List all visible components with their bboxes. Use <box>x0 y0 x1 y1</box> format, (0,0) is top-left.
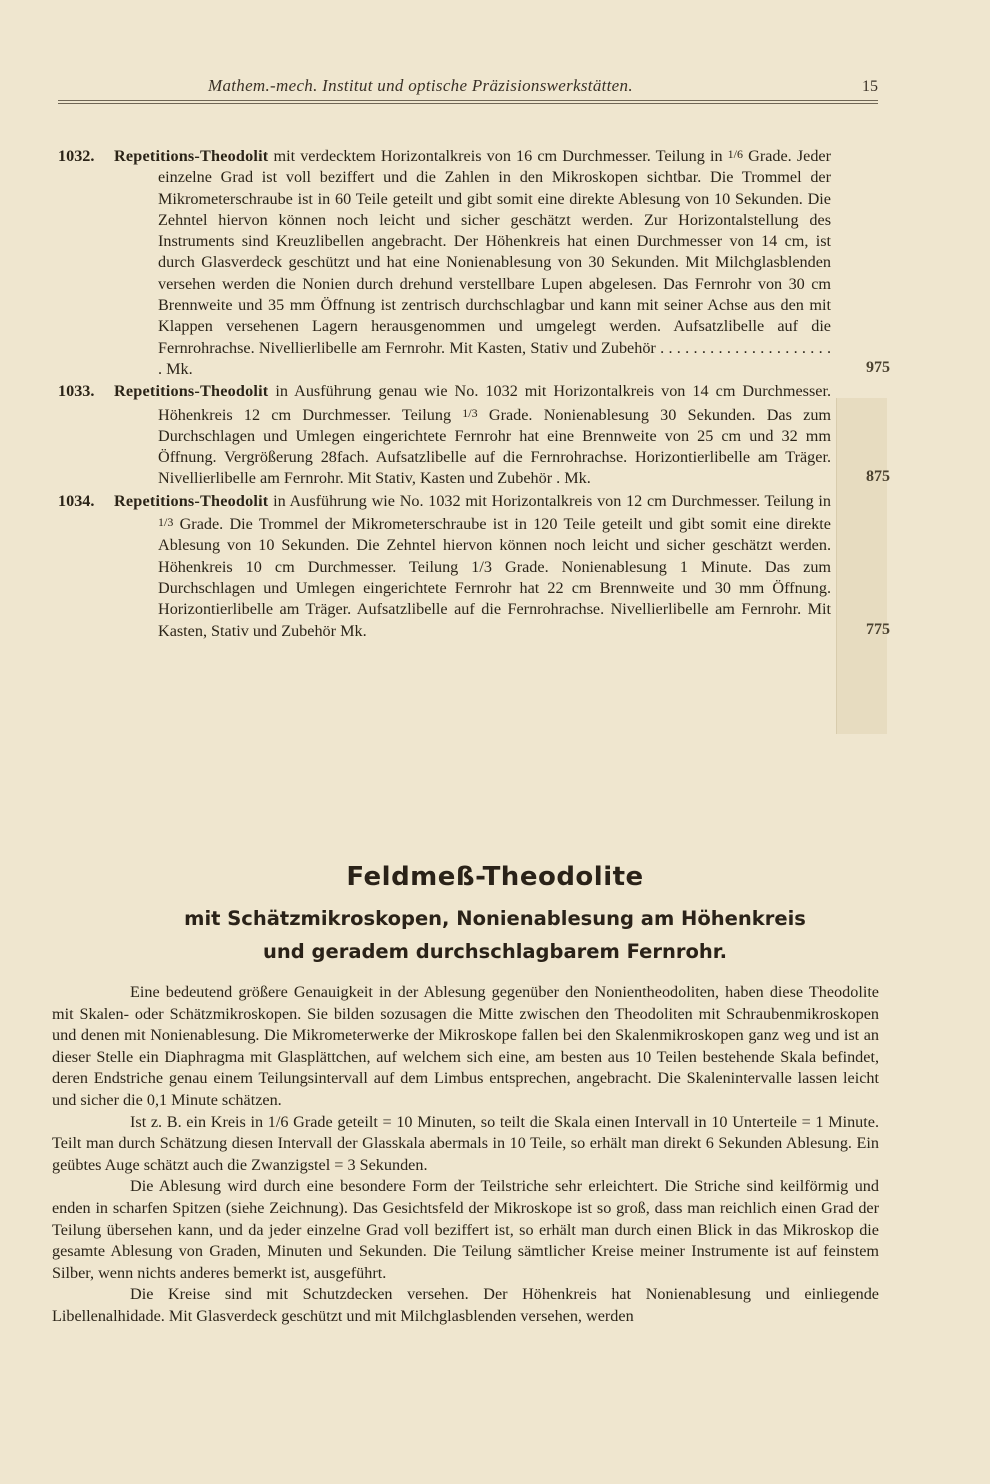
entry-description: in Ausführung wie No. 1032 mit Horizontalkreis von 12 cm Durchmesser. Teilung in <box>268 491 831 510</box>
section-subtitle-line-2: und geradem durchschlagbarem Fernrohr. <box>263 940 727 963</box>
paragraph: Eine bedeutend größere Genauigkeit in der Ablesung gegenüber den Nonientheodoliten, haben diese Theodolite mit Skalen- oder Schätzmikroskopen. Sie bilden sozusagen die Mitte zwischen den Theodoliten mit Schraubenmikroskopen und denen mit Nonienablesung. Die Mikrometerwerke der Mikroskope fallen bei den Skalenmikroskopen ganz weg und ist an dieser Stelle ein Diaphragma mit Glasplättchen, auf welchem sich eine, am besten aus 10 Teilen bestehende Skala befindet, deren Endstriche genau einem Teilungsintervall auf dem Limbus entsprechen, angebracht. Die Skalenintervalle lassen leicht und sicher die 0,1 Minute schätzen. <box>52 983 879 1109</box>
paragraph: Ist z. B. ein Kreis in 1/6 Grade geteilt = 10 Minuten, so teilt die Skala einen Intervall in 10 Unterteile = 1 Minute. Teilt man durch Schätzung diesen Intervall der Glasskala abermals in 10 Teile, so erhält man direkt 6 Sekunden Ablesung. Ein geübtes Auge schätzt auch die Zwanzigstel = 3 Sekunden. <box>52 1112 879 1174</box>
entry-price: 875 <box>866 468 890 486</box>
entry-name: Repetitions-Theodolit <box>114 491 269 510</box>
entry-fraction: 1/6 <box>727 147 744 161</box>
header-title: Mathem.-mech. Institut und optische Präzisionswerkstätten. <box>208 76 633 95</box>
catalog-entry <box>58 491 890 642</box>
body-text <box>52 982 879 1328</box>
entry-description-cont: Grade. Jeder einzelne Grad ist voll beziffert und die Zahlen in den Mikroskopen sichtbar. Die Trommel der Mikrometerschraube ist in 60 Teile geteilt und gibt somit eine direkte Ablesung von 10 Sekunden. Die Zehntel hiervon können noch leicht und sicher geschätzt werden. Zur Horizontalstellung des Instruments sind Kreuzlibellen angebracht. Der Höhenkreis hat einen Durchmesser von 14 cm, ist durch Glasverdeck geschützt und hat eine Nonienablesung von 30 Sekunden. Mit Milchglasblenden versehen werden die Nonien durch drehund verstellbare Lupen abgelesen. Das Fernrohr von 30 cm Brennweite und 35 mm Öffnung ist zentrisch durchschlagbar und kann mit seiner Achse aus den mit Klappen versehenen Lagern herausgenommen und umgelegt werden. Aufsatzlibelle auf die Fernrohrachse. Nivellierlibelle am Fernrohr. Mit Kasten, Stativ und Zubehör . . . . . . . . . . . . . . . . . . . . . . Mk. <box>158 147 831 378</box>
catalog-entry <box>58 381 890 489</box>
entry-number: 1033. <box>58 382 95 401</box>
page-header <box>58 72 878 100</box>
header-rule <box>58 100 878 104</box>
entry-fraction: 1/3 <box>158 515 174 530</box>
entry-description: in Ausführung genau wie No. 1032 mit Horizontalkreis von 14 cm Durchmesser. Höhenkreis 12 cm Durchmesser. Teilung <box>158 382 831 424</box>
entry-description: mit verdecktem Horizontalkreis von 16 cm Durchmesser. Teilung in <box>268 147 728 165</box>
catalog-entries <box>58 144 890 643</box>
entry-description-cont: Grade. Nonienablesung 30 Sekunden. Das zum Durchschlagen und Umlegen eingerichtete Fernrohr hat eine Brennweite von 25 cm und 32 mm Öffnung. Vergrößerung 28fach. Aufsatzlibelle auf die Fernrohrachse. Horizontierlibelle am Träger. Nivellierlibelle am Fernrohr. Mit Stativ, Kasten und Zubehör . Mk. <box>158 405 832 488</box>
entry-price: 775 <box>866 620 890 638</box>
entry-fraction: 1/3 <box>462 405 478 420</box>
paragraph: Die Kreise sind mit Schutzdecken versehen. Der Höhenkreis hat Nonienablesung und einliegende Libellenalhidade. Mit Glasverdeck geschützt und mit Milchglasblenden versehen, werden <box>52 1285 879 1325</box>
entry-number: 1034. <box>58 491 95 510</box>
section-title: Feldmeß-Theodolite <box>346 862 644 892</box>
section-subtitle-line-1: mit Schätzmikroskopen, Nonienablesung am Höhenkreis <box>184 907 806 930</box>
entry-number: 1032. <box>58 147 95 165</box>
paragraph: Die Ablesung wird durch eine besondere Form der Teilstriche sehr erleichtert. Die Striche sind keilförmig und enden in scharfen Spitzen (siehe Zeichnung). Das Gesichtsfeld der Mikroskope ist so groß, dass man reichlich einen Grad der Teilung übersehen kann, und da jeder einzelne Grad voll beziffert ist, so erhält man durch einen Blick in das Mikroskop die gesamte Ablesung von Graden, Minuten und Sekunden. Die Teilung sämtlicher Kreise meiner Instrumente ist auf feinstem Silber, wenn nichts anderes bemerkt ist, ausgeführt. <box>52 1177 879 1282</box>
page-number: 15 <box>862 78 878 95</box>
entry-description-cont: Grade. Die Trommel der Mikrometerschraube ist in 120 Teile geteilt und gibt somit eine direkte Ablesung von 10 Sekunden. Die Zehntel hiervon können noch leicht und sicher geschätzt werden. Höhenkreis 10 cm Durchmesser. Teilung 1/3 Grade. Nonienablesung 1 Minute. Das zum Durchschlagen und Umlegen eingerichtete Fernrohr hat 22 cm Brennweite und 30 mm Öffnung. Horizontierlibelle am Träger. Aufsatzlibelle auf die Fernrohrachse. Nivellierlibelle am Fernrohr. Mit Kasten, Stativ und Zubehör Mk. <box>158 515 831 640</box>
catalog-entry <box>58 144 890 380</box>
entry-name: Repetitions-Theodolit <box>114 382 269 401</box>
entry-name: Repetitions-Theodolit <box>114 147 269 165</box>
entry-price: 975 <box>866 358 890 376</box>
